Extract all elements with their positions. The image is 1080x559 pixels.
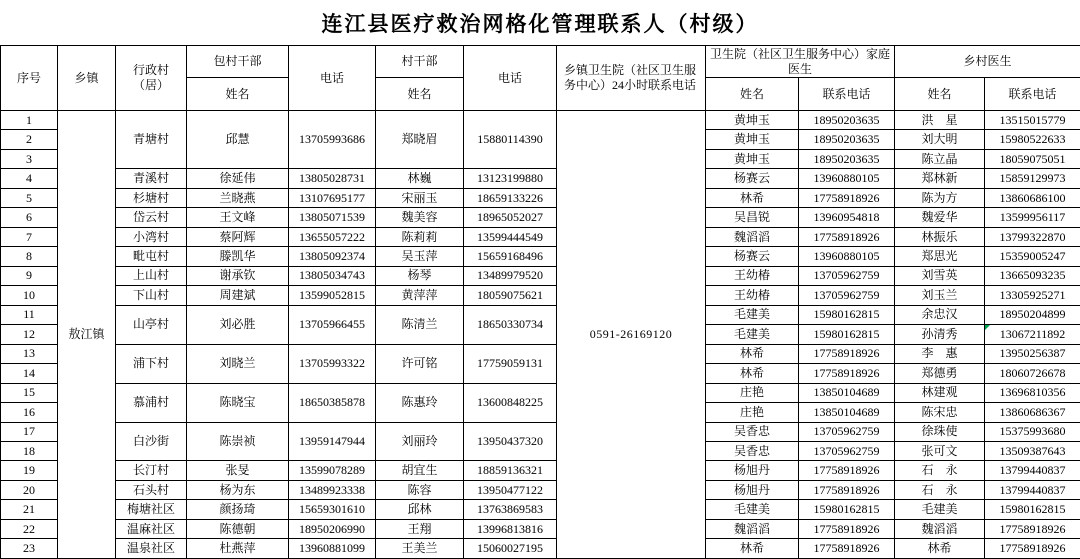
village-cadre-name-cell: 林巍 — [376, 169, 464, 188]
cadre-phone-cell: 15659301610 — [289, 500, 376, 519]
family-doctor-name-cell: 黄坤玉 — [706, 111, 799, 130]
village-cell: 青溪村 — [116, 169, 187, 188]
village-cadre-phone-cell: 13600848225 — [464, 383, 557, 422]
table-row — [1, 266, 1080, 285]
header-family-doctor-phone: 联系电话 — [799, 78, 895, 111]
village-doctor-name-cell: 张可文 — [895, 441, 985, 460]
village-cadre-phone-cell: 15060027195 — [464, 539, 557, 559]
village-cadre-phone-cell: 18965052027 — [464, 208, 557, 227]
village-doctor-phone-cell: 13950256387 — [985, 344, 1080, 363]
village-cadre-phone-cell: 15659168496 — [464, 247, 557, 266]
village-cadre-name-cell: 陈容 — [376, 480, 464, 499]
village-doctor-name-cell: 郑林新 — [895, 169, 985, 188]
village-cadre-phone-cell: 13763869583 — [464, 500, 557, 519]
village-cadre-name-cell: 胡宜生 — [376, 461, 464, 480]
village-cadre-phone-cell: 18659133226 — [464, 188, 557, 207]
family-doctor-phone-cell: 17758918926 — [799, 227, 895, 246]
village-cell: 温麻社区 — [116, 519, 187, 538]
village-doctor-phone-cell: 15980522633 — [985, 130, 1080, 149]
header-cadre-group: 包村干部 — [187, 46, 289, 78]
cadre-phone-cell: 13489923338 — [289, 480, 376, 499]
cadre-phone-cell: 13959147944 — [289, 422, 376, 461]
village-cell: 毗屯村 — [116, 247, 187, 266]
village-cell: 石头村 — [116, 480, 187, 499]
village-cell: 杉塘村 — [116, 188, 187, 207]
family-doctor-name-cell: 林希 — [706, 188, 799, 207]
table-row — [1, 227, 1080, 246]
family-doctor-phone-cell: 18950203635 — [799, 111, 895, 130]
seq-cell: 1 — [1, 111, 58, 130]
village-cell: 白沙街 — [116, 422, 187, 461]
village-cadre-name-cell: 宋丽玉 — [376, 188, 464, 207]
village-doctor-name-cell: 林建观 — [895, 383, 985, 402]
seq-cell: 7 — [1, 227, 58, 246]
family-doctor-phone-cell: 18950203635 — [799, 149, 895, 168]
family-doctor-phone-cell: 17758918926 — [799, 461, 895, 480]
header-village-cadre-phone: 电话 — [464, 46, 557, 111]
village-doctor-name-cell: 林振乐 — [895, 227, 985, 246]
table-row — [1, 208, 1080, 227]
village-doctor-phone-cell: 17758918926 — [985, 539, 1080, 559]
seq-cell: 17 — [1, 422, 58, 441]
village-cadre-phone-cell: 17759059131 — [464, 344, 557, 383]
family-doctor-name-cell: 杨赛云 — [706, 169, 799, 188]
village-cadre-phone-cell: 13950437320 — [464, 422, 557, 461]
family-doctor-phone-cell: 15980162815 — [799, 500, 895, 519]
family-doctor-phone-cell: 13850104689 — [799, 403, 895, 422]
seq-cell: 20 — [1, 480, 58, 499]
village-cadre-name-cell: 王翔 — [376, 519, 464, 538]
cadre-name-cell: 滕凯华 — [187, 247, 289, 266]
family-doctor-phone-cell: 13705962759 — [799, 422, 895, 441]
seq-cell: 16 — [1, 403, 58, 422]
village-cadre-name-cell: 陈清兰 — [376, 305, 464, 344]
cadre-name-cell: 兰晓燕 — [187, 188, 289, 207]
cadre-phone-cell: 13960881099 — [289, 539, 376, 559]
village-doctor-name-cell: 刘玉兰 — [895, 286, 985, 305]
cadre-name-cell: 陈晓宝 — [187, 383, 289, 422]
village-cell: 青塘村 — [116, 111, 187, 169]
family-doctor-phone-cell: 17758918926 — [799, 539, 895, 559]
cadre-name-cell: 张旻 — [187, 461, 289, 480]
family-doctor-name-cell: 杨旭丹 — [706, 461, 799, 480]
family-doctor-phone-cell: 13960880105 — [799, 169, 895, 188]
header-hotline: 乡镇卫生院（社区卫生服务中心）24小时联系电话 — [557, 46, 706, 111]
family-doctor-name-cell: 杨赛云 — [706, 247, 799, 266]
cadre-name-cell: 邱慧 — [187, 111, 289, 169]
family-doctor-name-cell: 黄坤玉 — [706, 149, 799, 168]
page-title: 连江县医疗救治网格化管理联系人（村级） — [321, 10, 759, 36]
header-village-doctor-phone: 联系电话 — [985, 78, 1080, 111]
village-cell: 下山村 — [116, 286, 187, 305]
family-doctor-phone-cell: 13705962759 — [799, 266, 895, 285]
village-cell: 慕浦村 — [116, 383, 187, 422]
cadre-phone-cell: 13705993686 — [289, 111, 376, 169]
village-doctor-phone-cell: 13799322870 — [985, 227, 1080, 246]
family-doctor-phone-cell: 15980162815 — [799, 305, 895, 324]
cadre-name-cell: 刘晓兰 — [187, 344, 289, 383]
seq-cell: 15 — [1, 383, 58, 402]
seq-cell: 12 — [1, 325, 58, 344]
seq-cell: 5 — [1, 188, 58, 207]
family-doctor-name-cell: 王幼椿 — [706, 266, 799, 285]
family-doctor-name-cell: 吴香忠 — [706, 441, 799, 460]
village-cadre-name-cell: 吴玉萍 — [376, 247, 464, 266]
village-cell: 梅塘社区 — [116, 500, 187, 519]
seq-cell: 19 — [1, 461, 58, 480]
cadre-name-cell: 谢承钦 — [187, 266, 289, 285]
village-cadre-name-cell: 黄萍萍 — [376, 286, 464, 305]
village-cell: 上山村 — [116, 266, 187, 285]
village-cadre-name-cell: 魏美容 — [376, 208, 464, 227]
table-row — [1, 169, 1080, 188]
cadre-name-cell: 陈德朝 — [187, 519, 289, 538]
header-township: 乡镇 — [58, 46, 116, 111]
cadre-phone-cell: 13107695177 — [289, 188, 376, 207]
village-cadre-phone-cell: 18650330734 — [464, 305, 557, 344]
table-row — [1, 480, 1080, 499]
family-doctor-name-cell: 林希 — [706, 364, 799, 383]
family-doctor-phone-cell: 18950203635 — [799, 130, 895, 149]
seq-cell: 22 — [1, 519, 58, 538]
village-doctor-phone-cell: 13696810356 — [985, 383, 1080, 402]
village-doctor-phone-cell: 15980162815 — [985, 500, 1080, 519]
village-doctor-name-cell: 魏爱华 — [895, 208, 985, 227]
family-doctor-name-cell: 林希 — [706, 539, 799, 559]
family-doctor-phone-cell: 17758918926 — [799, 364, 895, 383]
village-cadre-name-cell: 王美兰 — [376, 539, 464, 559]
village-doctor-phone-cell: 15359005247 — [985, 247, 1080, 266]
header-cadre-name: 姓名 — [187, 78, 289, 111]
table-row — [1, 305, 1080, 324]
header-seq: 序号 — [1, 46, 58, 111]
village-doctor-name-cell: 石 永 — [895, 480, 985, 499]
cadre-name-cell: 周建斌 — [187, 286, 289, 305]
seq-cell: 10 — [1, 286, 58, 305]
table-row — [1, 539, 1080, 559]
family-doctor-name-cell: 毛建美 — [706, 500, 799, 519]
cadre-phone-cell: 13599078289 — [289, 461, 376, 480]
seq-cell: 6 — [1, 208, 58, 227]
village-doctor-phone-cell: 13799440837 — [985, 461, 1080, 480]
cadre-name-cell: 刘必胜 — [187, 305, 289, 344]
seq-cell: 23 — [1, 539, 58, 559]
village-cadre-phone-cell: 13996813816 — [464, 519, 557, 538]
cadre-phone-cell: 13705993322 — [289, 344, 376, 383]
family-doctor-name-cell: 毛建美 — [706, 305, 799, 324]
village-doctor-phone-cell: 13305925271 — [985, 286, 1080, 305]
cadre-name-cell: 杜燕萍 — [187, 539, 289, 559]
village-cell: 长汀村 — [116, 461, 187, 480]
family-doctor-phone-cell: 17758918926 — [799, 480, 895, 499]
cadre-name-cell: 蔡阿辉 — [187, 227, 289, 246]
seq-cell: 11 — [1, 305, 58, 324]
village-cadre-phone-cell: 13950477122 — [464, 480, 557, 499]
village-cadre-name-cell: 邱林 — [376, 500, 464, 519]
cadre-phone-cell: 18650385878 — [289, 383, 376, 422]
village-cell: 山亭村 — [116, 305, 187, 344]
family-doctor-name-cell: 魏滔滔 — [706, 519, 799, 538]
village-doctor-phone-cell: 13515015779 — [985, 111, 1080, 130]
village-doctor-name-cell: 李 惠 — [895, 344, 985, 363]
village-cadre-name-cell: 许可铭 — [376, 344, 464, 383]
cadre-phone-cell: 13705966455 — [289, 305, 376, 344]
village-cadre-name-cell: 刘丽玲 — [376, 422, 464, 461]
hotline-24h-cell: 0591-26169120 — [557, 111, 706, 559]
village-cell: 小湾村 — [116, 227, 187, 246]
village-doctor-name-cell: 孙清秀 — [895, 325, 985, 344]
seq-cell: 18 — [1, 441, 58, 460]
table-row — [1, 383, 1080, 402]
village-doctor-phone-cell: 15859129973 — [985, 169, 1080, 188]
village-doctor-name-cell: 毛建美 — [895, 500, 985, 519]
village-cadre-name-cell: 陈惠玲 — [376, 383, 464, 422]
village-cell: 温泉社区 — [116, 539, 187, 559]
cadre-name-cell: 杨为东 — [187, 480, 289, 499]
village-cadre-phone-cell: 15880114390 — [464, 111, 557, 169]
cadre-name-cell: 王文峰 — [187, 208, 289, 227]
family-doctor-name-cell: 杨旭丹 — [706, 480, 799, 499]
family-doctor-phone-cell: 13850104689 — [799, 383, 895, 402]
table-row — [1, 461, 1080, 480]
village-doctor-name-cell: 余忠汉 — [895, 305, 985, 324]
family-doctor-name-cell: 林希 — [706, 344, 799, 363]
family-doctor-name-cell: 毛建美 — [706, 325, 799, 344]
family-doctor-name-cell: 吴昌锐 — [706, 208, 799, 227]
header-village: 行政村（居） — [116, 46, 187, 111]
cadre-phone-cell: 13655057222 — [289, 227, 376, 246]
table-row — [1, 188, 1080, 207]
seq-cell: 2 — [1, 130, 58, 149]
village-doctor-name-cell: 郑德勇 — [895, 364, 985, 383]
family-doctor-name-cell: 吴香忠 — [706, 422, 799, 441]
family-doctor-name-cell: 王幼椿 — [706, 286, 799, 305]
village-doctor-phone-cell: 13860686100 — [985, 188, 1080, 207]
family-doctor-phone-cell: 15980162815 — [799, 325, 895, 344]
village-doctor-name-cell: 刘雪英 — [895, 266, 985, 285]
cadre-phone-cell: 13805092374 — [289, 247, 376, 266]
village-doctor-phone-cell: 13860686367 — [985, 403, 1080, 422]
village-doctor-name-cell: 魏滔滔 — [895, 519, 985, 538]
village-doctor-phone-cell: 18950204899 — [985, 305, 1080, 324]
village-doctor-name-cell: 徐珠使 — [895, 422, 985, 441]
seq-cell: 4 — [1, 169, 58, 188]
village-cadre-name-cell: 杨琴 — [376, 266, 464, 285]
header-village-doctor-group: 乡村医生 — [895, 46, 1080, 78]
table-row — [1, 422, 1080, 441]
family-doctor-name-cell: 魏滔滔 — [706, 227, 799, 246]
township-cell: 敖江镇 — [58, 111, 116, 559]
family-doctor-phone-cell: 17758918926 — [799, 519, 895, 538]
family-doctor-phone-cell: 13705962759 — [799, 441, 895, 460]
seq-cell: 21 — [1, 500, 58, 519]
header-family-doctor-name: 姓名 — [706, 78, 799, 111]
table-row — [1, 247, 1080, 266]
cadre-phone-cell: 18950206990 — [289, 519, 376, 538]
contacts-table — [0, 45, 1080, 559]
family-doctor-phone-cell: 13960880105 — [799, 247, 895, 266]
table-row — [1, 500, 1080, 519]
seq-cell: 8 — [1, 247, 58, 266]
village-doctor-phone-cell: 13799440837 — [985, 480, 1080, 499]
village-cadre-phone-cell: 18859136321 — [464, 461, 557, 480]
village-cadre-phone-cell: 13599444549 — [464, 227, 557, 246]
village-doctor-name-cell: 陈立晶 — [895, 149, 985, 168]
village-doctor-name-cell: 陈宋忠 — [895, 403, 985, 422]
village-doctor-phone-cell: 18060726678 — [985, 364, 1080, 383]
cadre-phone-cell: 13805028731 — [289, 169, 376, 188]
family-doctor-name-cell: 庄艳 — [706, 383, 799, 402]
village-doctor-phone-cell: 13665093235 — [985, 266, 1080, 285]
header-cadre-phone: 电话 — [289, 46, 376, 111]
seq-cell: 14 — [1, 364, 58, 383]
family-doctor-phone-cell: 17758918926 — [799, 344, 895, 363]
village-doctor-name-cell: 林希 — [895, 539, 985, 559]
header-village-doctor-name: 姓名 — [895, 78, 985, 111]
header-village-cadre-name: 姓名 — [376, 78, 464, 111]
cadre-name-cell: 徐延伟 — [187, 169, 289, 188]
table-row — [1, 286, 1080, 305]
village-doctor-name-cell: 陈为方 — [895, 188, 985, 207]
cadre-name-cell: 颜扬琦 — [187, 500, 289, 519]
table-row — [1, 519, 1080, 538]
table-row — [1, 111, 1080, 130]
village-cadre-phone-cell: 13123199880 — [464, 169, 557, 188]
family-doctor-name-cell: 黄坤玉 — [706, 130, 799, 149]
village-cell: 岱云村 — [116, 208, 187, 227]
cadre-phone-cell: 13805071539 — [289, 208, 376, 227]
seq-cell: 3 — [1, 149, 58, 168]
village-doctor-name-cell: 郑思光 — [895, 247, 985, 266]
village-doctor-name-cell: 洪 星 — [895, 111, 985, 130]
cadre-name-cell: 陈崇祯 — [187, 422, 289, 461]
village-doctor-phone-cell: 18059075051 — [985, 149, 1080, 168]
village-doctor-phone-cell: 17758918926 — [985, 519, 1080, 538]
village-doctor-phone-cell: 15375993680 — [985, 422, 1080, 441]
cadre-phone-cell: 13805034743 — [289, 266, 376, 285]
village-doctor-phone-cell: 13599956117 — [985, 208, 1080, 227]
village-doctor-name-cell: 石 永 — [895, 461, 985, 480]
village-cadre-name-cell: 陈莉莉 — [376, 227, 464, 246]
family-doctor-phone-cell: 13960954818 — [799, 208, 895, 227]
seq-cell: 13 — [1, 344, 58, 363]
village-cadre-phone-cell: 18059075621 — [464, 286, 557, 305]
header-village-cadre-group: 村干部 — [376, 46, 464, 78]
table-header — [1, 46, 1080, 111]
village-cell: 浦下村 — [116, 344, 187, 383]
village-doctor-phone-cell: 13509387643 — [985, 441, 1080, 460]
family-doctor-name-cell: 庄艳 — [706, 403, 799, 422]
village-cadre-phone-cell: 13489979520 — [464, 266, 557, 285]
table-row — [1, 344, 1080, 363]
header-family-doctor-group: 卫生院（社区卫生服务中心）家庭医生 — [706, 46, 895, 78]
seq-cell: 9 — [1, 266, 58, 285]
table-body — [1, 111, 1080, 559]
family-doctor-phone-cell: 17758918926 — [799, 188, 895, 207]
village-cadre-name-cell: 郑晓眉 — [376, 111, 464, 169]
cadre-phone-cell: 13599052815 — [289, 286, 376, 305]
family-doctor-phone-cell: 13705962759 — [799, 286, 895, 305]
village-doctor-phone-cell: 13067211892 — [985, 325, 1080, 344]
village-doctor-name-cell: 刘大明 — [895, 130, 985, 149]
